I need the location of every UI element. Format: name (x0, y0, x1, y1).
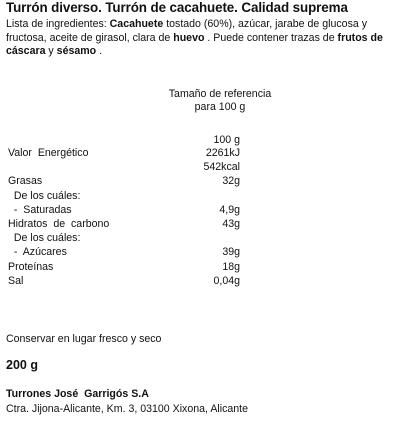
nutrient-name: - Saturadas (8, 203, 72, 216)
nutrient-name: Sal (8, 274, 24, 287)
nutrition-row (8, 161, 240, 176)
nutrient-name: Valor Energético (8, 147, 89, 159)
nutrient-value: 39g (222, 246, 240, 259)
nutrient-name: - Azúcares (8, 246, 67, 259)
nutrient-name: De los cuáles: (8, 189, 81, 202)
net-weight: 200 g (6, 358, 38, 372)
storage-instructions: Conservar en lugar fresco y seco (6, 333, 162, 345)
allergen-peanut: Cacahuete (109, 18, 164, 30)
allergen-egg: huevo (173, 31, 205, 44)
nutrition-row (8, 147, 240, 162)
nutrient-value: 18g (222, 260, 240, 273)
nutrient-name: Proteínas (8, 260, 54, 273)
nutrition-row (8, 218, 240, 233)
ingredients-prefix: Lista de ingredientes: (6, 18, 110, 30)
nutrient-value: 2261kJ (205, 147, 240, 159)
nutrition-row (8, 246, 240, 261)
nutrition-row (8, 175, 240, 190)
ingredients-part: . Puede contener trazas de (204, 31, 338, 44)
product-title: Turrón diverso. Turrón de cacahuete. Calidad suprema (6, 0, 348, 15)
reference-size-line1: Tamaño de referencia (168, 88, 272, 100)
ingredients-part: tostado (60%), azúcar, jarabe de glucosa y fructosa, aceite de girasol, clara de (6, 18, 368, 44)
reference-size-line2: para 100 g (194, 101, 246, 113)
nutrition-row (8, 275, 240, 290)
per-100g-label: 100 g (213, 134, 240, 146)
nutrient-value: 4,9g (219, 203, 240, 216)
nutrition-row (8, 261, 240, 276)
nutrient-value: 43g (222, 218, 240, 230)
nutrition-row (8, 204, 240, 219)
ingredients-part: y (45, 45, 57, 57)
nutrient-value: 0,04g (213, 274, 240, 287)
nutrition-row (8, 190, 240, 205)
ingredients-part: . (96, 45, 103, 57)
ingredients-text (6, 18, 396, 59)
nutrient-value: 542kcal (203, 161, 240, 174)
nutrient-name: De los cuáles: (8, 232, 81, 245)
nutrient-name: Hidratos de carbono (8, 218, 110, 230)
manufacturer-name: Turrones José Garrigós S.A (6, 388, 149, 400)
nutrient-name: Grasas (8, 175, 43, 188)
nutrition-row (8, 232, 240, 247)
allergen-sesame: sésamo (56, 45, 97, 57)
nutrient-value: 32g (222, 175, 240, 188)
manufacturer-address: Ctra. Jijona-Alicante, Km. 3, 03100 Xixona, Alicante (6, 403, 249, 415)
allergen-nuts: frutos de cáscara (6, 31, 383, 57)
